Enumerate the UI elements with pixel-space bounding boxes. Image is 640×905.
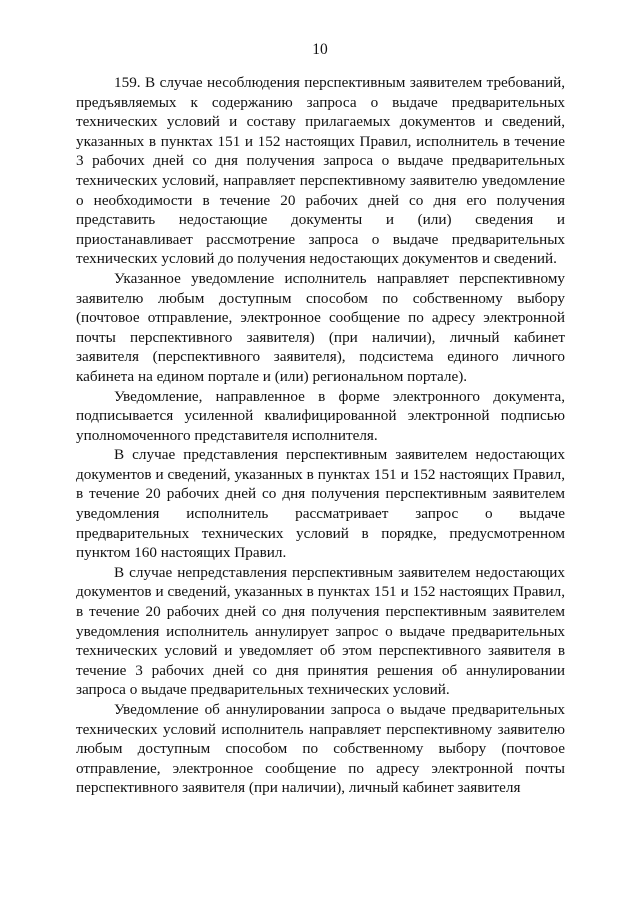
document-body	[76, 73, 565, 798]
paragraph-cancellation-notice: Уведомление об аннулировании запроса о выдаче предварительных технических условий исполнитель направляет перспективному заявителю любым доступным способом по собственному выбору (почтовое отправление, электронное сообщение по адресу электронной почты перспективного заявителя (при наличии), личный кабинет заявителя	[76, 701, 565, 797]
paragraph-documents-not-submitted: В случае непредставления перспективным заявителем недостающих документов и сведений, указанных в пунктах 151 и 152 настоящих Правил, в течение 20 рабочих дней со дня получения перспективным заявителем уведомления исполнитель аннулирует запрос о выдаче предварительных технических условий и уведомляет об этом перспективного заявителя в течение 3 рабочих дней со дня принятия решения об аннулировании запроса о выдаче предварительных технических условий.	[76, 563, 565, 699]
paragraph-notification-method: Указанное уведомление исполнитель направляет перспективному заявителю любым доступным способом по собственному выбору (почтовое отправление, электронное сообщение по адресу электронной почты перспективного заявителя) (при наличии), личный кабинет заявителя (перспективного заявителя), подсистема единого личного кабинета на едином портале и (или) региональном портале).	[76, 269, 565, 385]
paragraph-159: 159. В случае несоблюдения перспективным заявителем требований, предъявляемых к содержанию запроса о выдаче предварительных технических условий и составу прилагаемых документов и сведений, указанных в пунктах 151 и 152 настоящих Правил, исполнитель в течение 3 рабочих дней со дня получения запроса о выдаче предварительных технических условий, направляет перспективному заявителю уведомление о необходимости в течение 20 рабочих дней со дня его получения представить недостающие документы и (или) сведения и приостанавливает рассмотрение запроса о выдаче предварительных технических условий до получения недостающих документов и сведений.	[76, 74, 565, 268]
paragraph-documents-submitted: В случае представления перспективным заявителем недостающих документов и сведений, указанных в пунктах 151 и 152 настоящих Правил, в течение 20 рабочих дней со дня получения перспективным заявителем уведомления исполнитель рассматривает запрос о выдаче предварительных технических условий в порядке, предусмотренном пунктом 160 настоящих Правил.	[76, 446, 565, 562]
paragraph-electronic-signature: Уведомление, направленное в форме электронного документа, подписывается усиленной квалифицированной электронной подписью уполномоченного представителя исполнителя.	[76, 387, 565, 444]
page-number: 10	[312, 41, 328, 58]
